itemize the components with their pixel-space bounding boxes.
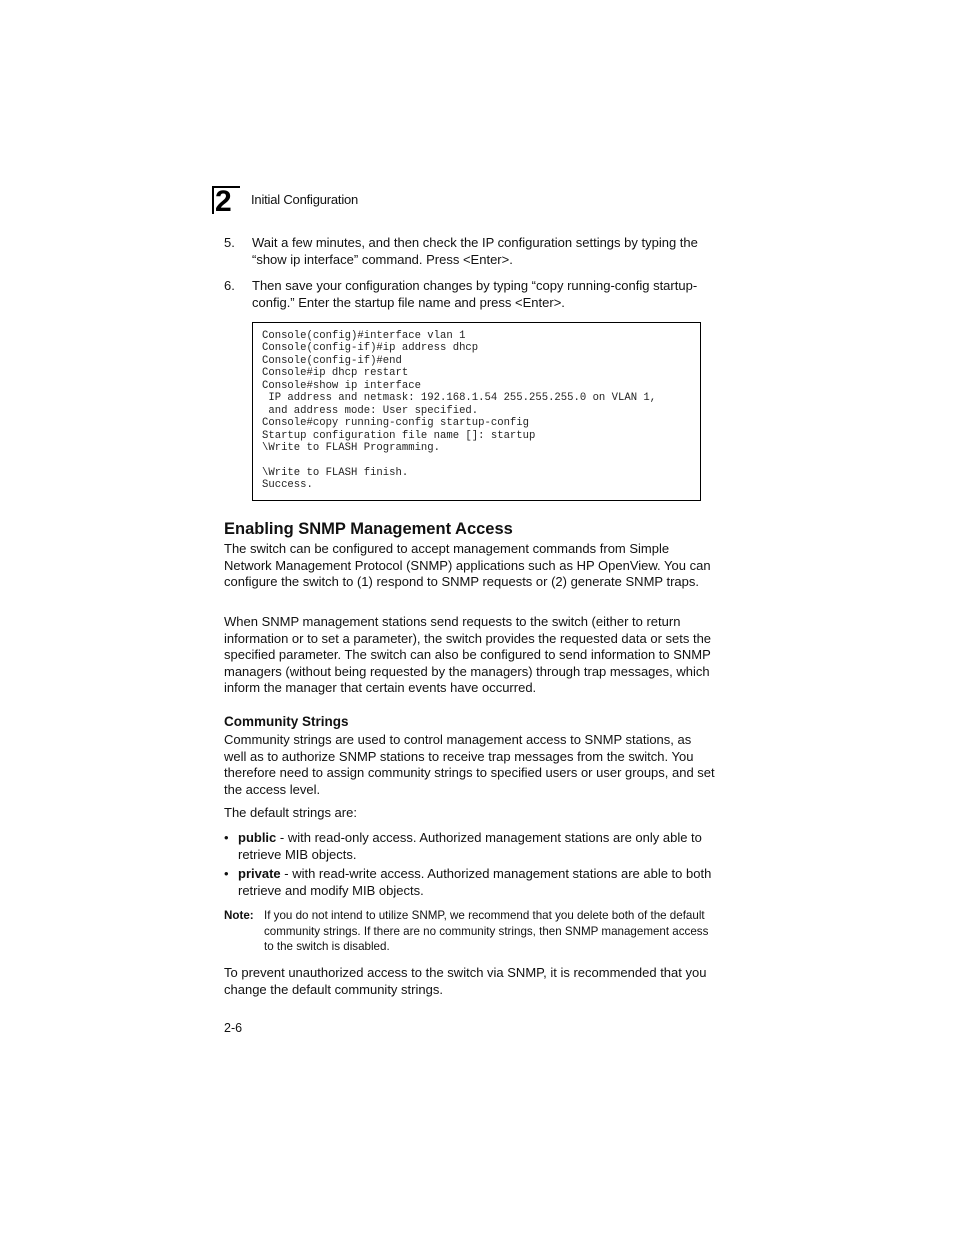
- subsection-heading: Community Strings: [224, 714, 349, 729]
- paragraph: Community strings are used to control management access to SNMP stations, as well as to authorize SNMP stations to receive trap messages from the switch. You therefore need to assign community strings to specified users or user groups, and set the access level.: [224, 732, 715, 797]
- console-text: Console(config)#interface vlan 1 Console(config-if)#ip address dhcp Console(config-if)#end Console#ip dhcp restart Console#show ip interface IP address and netmask: 192.168.1.54 255.255.255.0 on VLAN 1, and address mode: User specified. Console#copy running-config startup-config Startup configuration file name []: startup \Write to FLASH Programming. \Write to FLASH finish. Success.: [262, 330, 657, 492]
- chapter-number: 2: [212, 186, 240, 214]
- bullet-text: - with read-write access. Authorized management stations are able to both retrieve and modify MIB objects.: [238, 866, 712, 898]
- paragraph: The default strings are:: [224, 805, 357, 820]
- chapter-title: Initial Configuration: [251, 192, 359, 207]
- bullet-term: private: [238, 866, 281, 881]
- step-text: Wait a few minutes, and then check the IP configuration settings by typing the “show ip interface” command. Press <Enter>.: [252, 235, 698, 267]
- step-number: 5.: [224, 235, 235, 250]
- bullet-icon: •: [224, 830, 229, 845]
- step-text: Then save your configuration changes by typing “copy running-config startup-config.” Enter the startup file name and press <Enter>.: [252, 278, 698, 310]
- console-output-box: [252, 322, 701, 501]
- bullet-text: - with read-only access. Authorized management stations are only able to retrieve MIB objects.: [238, 830, 702, 862]
- page-number: 2-6: [224, 1021, 243, 1035]
- paragraph: The switch can be configured to accept management commands from Simple Network Management Protocol (SNMP) applications such as HP OpenView. You can configure the switch to (1) respond to SNMP requests or (2) generate SNMP traps.: [224, 541, 711, 590]
- section-heading: Enabling SNMP Management Access: [224, 520, 513, 538]
- paragraph: When SNMP management stations send requests to the switch (either to return information or to set a parameter), the switch provides the requested data or sets the specified parameter. The switch can also be configured to send information to SNMP managers (without being requested by the managers) through trap messages, which inform the manager that certain events have occurred.: [224, 614, 712, 696]
- step-number: 6.: [224, 278, 235, 293]
- bullet-icon: •: [224, 866, 229, 881]
- note-label: Note:: [224, 909, 254, 922]
- note-text: If you do not intend to utilize SNMP, we recommend that you delete both of the default community strings. If there are no community strings, then SNMP management access to the switch is disabled.: [264, 909, 709, 953]
- bullet-term: public: [238, 830, 277, 845]
- paragraph: To prevent unauthorized access to the switch via SNMP, it is recommended that you change the default community strings.: [224, 965, 707, 997]
